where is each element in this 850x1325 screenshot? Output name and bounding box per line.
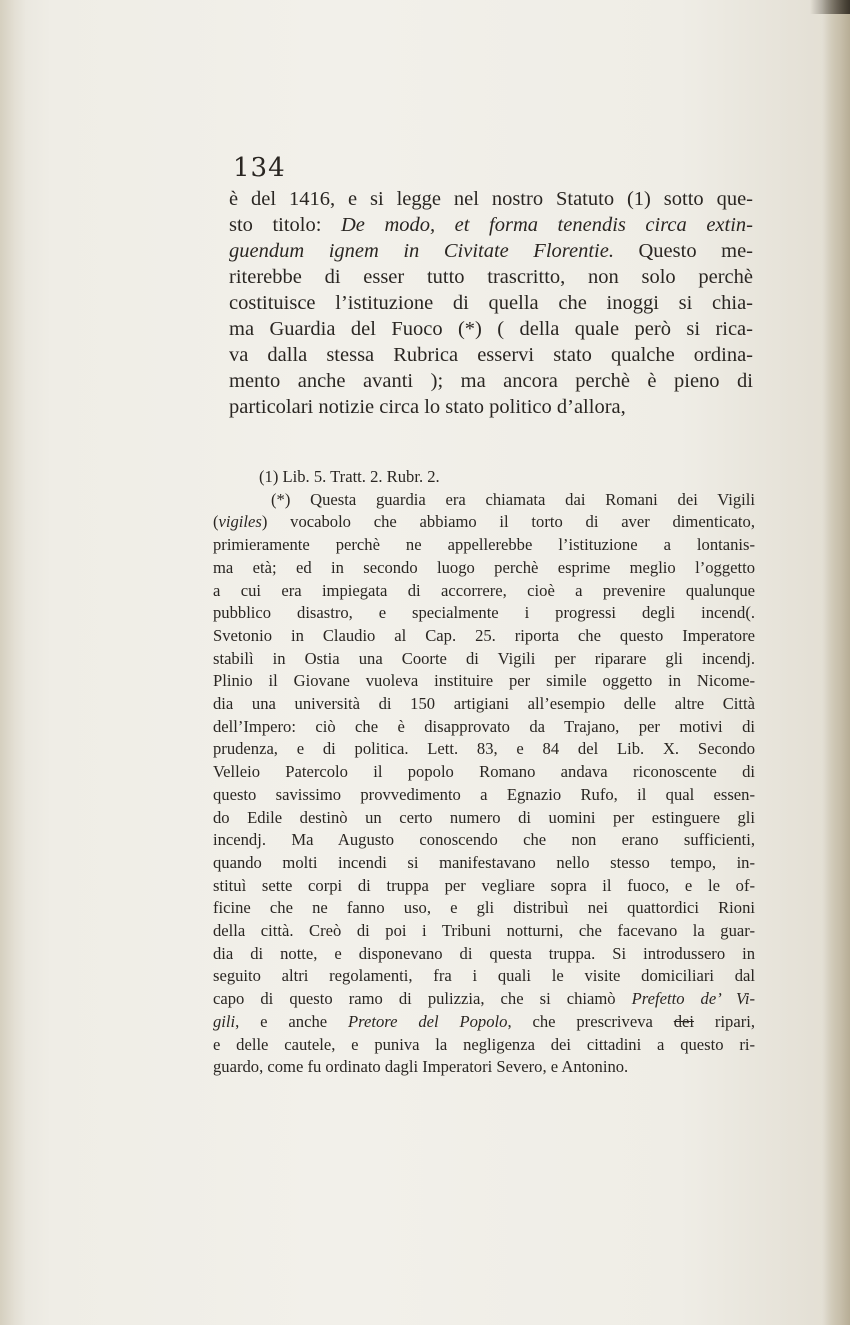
footnote-line: capo di questo ramo di pulizzia, che si chiamò Prefetto de’ Vi-: [213, 989, 755, 1009]
footnote-line: e delle cautele, e puniva la negligenza dei cittadini a questo ri-: [213, 1034, 755, 1054]
text-line: è del 1416, e si legge nel nostro Statuto (1) sotto que-: [229, 188, 753, 210]
page-corner-shadow: [810, 0, 850, 14]
footnote-line: (*) Questa guardia era chiamata dai Romani dei Vigili: [271, 489, 755, 509]
footnote-line: (vigiles) vocabolo che abbiamo il torto di aver dimenticato,: [213, 512, 755, 532]
footnote-line: questo savissimo provvedimento a Egnazio Rufo, il qual essen-: [213, 784, 755, 804]
footnote-line: Velleio Patercolo il popolo Romano andava riconoscente di: [213, 762, 755, 782]
text-line: sto titolo: De modo, et forma tenendis circa extin-: [229, 214, 753, 236]
text-line: riterebbe di esser tutto trascritto, non solo perchè: [229, 266, 753, 288]
footnote-reference: (1) Lib. 5. Tratt. 2. Rubr. 2.: [259, 467, 440, 486]
footnote-line: Plinio il Giovane vuoleva instituire per simile oggetto in Nicome-: [213, 671, 755, 691]
footnote-line: della città. Creò di poi i Tribuni notturni, che facevano la guar-: [213, 921, 755, 941]
footnote-line: dia una università di 150 artigiani all’esempio delle altre Città: [213, 694, 755, 714]
footnote-line: a cui era impiegata di accorrere, cioè a prevenire qualunque: [213, 580, 755, 600]
main-text: [229, 186, 753, 420]
footnote-line: gili, e anche Pretore del Popolo, che prescriveva dei ripari,: [213, 1011, 755, 1031]
footnote-body: [213, 489, 755, 1079]
footnote-line: incendj. Ma Augusto conoscendo che non erano sufficienti,: [213, 830, 755, 850]
footnote-line: prudenza, e di politica. Lett. 83, e 84 del Lib. X. Secondo: [213, 739, 755, 759]
footnote-line: do Edile destinò un certo numero di uomini per estinguere gli: [213, 807, 755, 827]
footnote-line: guardo, come fu ordinato dagli Imperatori Severo, e Antonino.: [213, 1057, 629, 1077]
footnote-line: ficine che ne fanno uso, e gli distribuì nei quattordici Rioni: [213, 898, 755, 918]
text-line: ma Guardia del Fuoco (*) ( della quale però si rica-: [229, 318, 753, 340]
text-line: particolari notizie circa lo stato politico d’allora,: [229, 396, 626, 418]
footnote-line: dell’Impero: ciò che è disapprovato da Trajano, per motivi di: [213, 716, 755, 736]
footnote-line: primieramente perchè ne appellerebbe l’istituzione a lontanis-: [213, 535, 755, 555]
page-left-edge: [0, 0, 26, 1325]
text-line: guendum ignem in Civitate Florentie. Questo me-: [229, 240, 753, 262]
page-number: 134: [233, 153, 286, 183]
footnote-line: stituì sette corpi di truppa per vegliare sopra il fuoco, e le of-: [213, 875, 755, 895]
text-line: mento anche avanti ); ma ancora perchè è pieno di: [229, 370, 753, 392]
footnote-line: seguito altri regolamenti, fra i quali le visite domiciliari dal: [213, 966, 755, 986]
text-line: costituisce l’istituzione di quella che inoggi si chia-: [229, 292, 753, 314]
footnote-line: stabilì in Ostia una Coorte di Vigili per riparare gli incendj.: [213, 648, 755, 668]
footnotes: [213, 466, 755, 1079]
text-line: va dalla stessa Rubrica esservi stato qualche ordina-: [229, 344, 753, 366]
footnote-line: dia di notte, e disponevano di questa truppa. Si introdussero in: [213, 943, 755, 963]
footnote-line: pubblico disastro, e specialmente i progressi degli incend(.: [213, 603, 755, 623]
page-gutter-shadow: [822, 0, 850, 1325]
footnote-line: ma età; ed in secondo luogo perchè esprime meglio l’oggetto: [213, 557, 755, 577]
footnote-line: Svetonio in Claudio al Cap. 25. riporta che questo Imperatore: [213, 625, 755, 645]
footnote-line: quando molti incendi si manifestavano nello stesso tempo, in-: [213, 852, 755, 872]
